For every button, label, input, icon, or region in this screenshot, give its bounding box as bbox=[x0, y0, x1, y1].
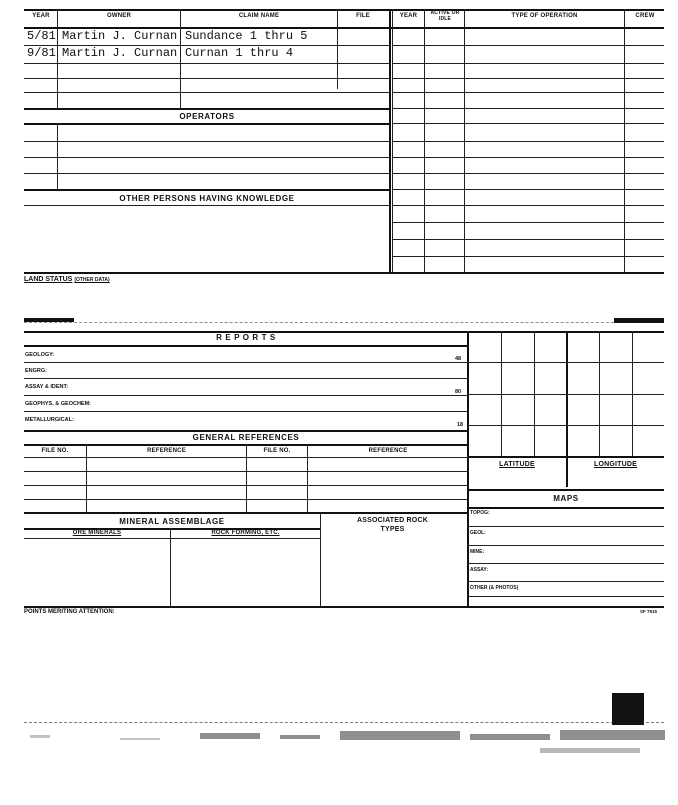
header-year-2: YEAR bbox=[399, 13, 418, 19]
ore-minerals-header: ORE MINERALS bbox=[72, 530, 122, 536]
table-row-1-owner: Martin J. Curnan bbox=[62, 29, 178, 43]
gr-header-file-no-2: FILE NO. bbox=[263, 448, 291, 454]
reports-title: R E P O R T S bbox=[216, 333, 276, 342]
header-crew: CREW bbox=[635, 13, 655, 19]
maps-geol: GEOL: bbox=[470, 530, 486, 536]
gr-header-reference-2: REFERENCE bbox=[368, 448, 408, 454]
latitude-label: LATITUDE bbox=[499, 461, 535, 468]
maps-mine: MINE: bbox=[470, 549, 485, 555]
maps-topog: TOPOG: bbox=[470, 510, 490, 516]
reports-engrg: ENGRG: bbox=[25, 368, 47, 374]
points-meriting-attention-label: POINTS MERITING ATTENTION: bbox=[24, 609, 115, 615]
scan-mark-block bbox=[612, 693, 644, 725]
general-references-title: GENERAL REFERENCES bbox=[192, 433, 300, 442]
reports-geophys: GEOPHYS. & GEOCHEM: bbox=[25, 401, 92, 407]
maps-title: MAPS bbox=[553, 494, 579, 503]
header-active-idle: ACTIVE OR IDLE bbox=[430, 10, 460, 22]
table-row-2-claim: Curnan 1 thru 4 bbox=[185, 46, 294, 60]
header-claim-name: CLAIM NAME bbox=[238, 13, 280, 19]
form-number: SF 7915 bbox=[640, 609, 658, 614]
land-status-title: LAND STATUS bbox=[24, 276, 73, 283]
mineral-assemblage-title: MINERAL ASSEMBLAGE bbox=[119, 517, 225, 526]
table-row-1-year: 5/81 bbox=[27, 29, 56, 43]
operators-label: OPERATORS bbox=[179, 112, 235, 121]
table-row-1-claim: Sundance 1 thru 5 bbox=[185, 29, 308, 43]
longitude-label: LONGITUDE bbox=[593, 461, 638, 468]
gr-header-file-no-1: FILE NO. bbox=[41, 448, 69, 454]
header-type-of-operation: TYPE OF OPERATION bbox=[511, 13, 578, 19]
header-file: FILE bbox=[356, 13, 370, 19]
land-status-label bbox=[24, 276, 110, 283]
reports-assay: ASSAY & IDENT: bbox=[25, 384, 69, 390]
other-persons-label: OTHER PERSONS HAVING KNOWLEDGE bbox=[119, 194, 295, 203]
rock-forming-header: ROCK FORMING, ETC. bbox=[211, 530, 280, 536]
reports-metallurgical: METALLURGICAL: bbox=[25, 417, 74, 423]
header-year: YEAR bbox=[32, 13, 50, 19]
table-row-2-year: 9/81 bbox=[27, 46, 56, 60]
associated-rock-types-header: ASSOCIATED ROCK TYPES bbox=[357, 517, 428, 533]
maps-assay: ASSAY: bbox=[470, 567, 489, 573]
gr-header-reference-1: REFERENCE bbox=[147, 448, 186, 454]
table-row-2-owner: Martin J. Curnan bbox=[62, 46, 178, 60]
maps-other: OTHER (& PHOTOS) bbox=[470, 585, 519, 591]
reports-geology-num: 48 bbox=[455, 356, 462, 362]
header-owner: OWNER bbox=[107, 13, 131, 19]
reports-assay-num: 80 bbox=[455, 389, 462, 395]
reports-metallurgical-num: 18 bbox=[457, 422, 464, 428]
land-status-sub: (OTHER DATA) bbox=[74, 277, 110, 283]
reports-geology: GEOLOGY: bbox=[25, 352, 55, 358]
